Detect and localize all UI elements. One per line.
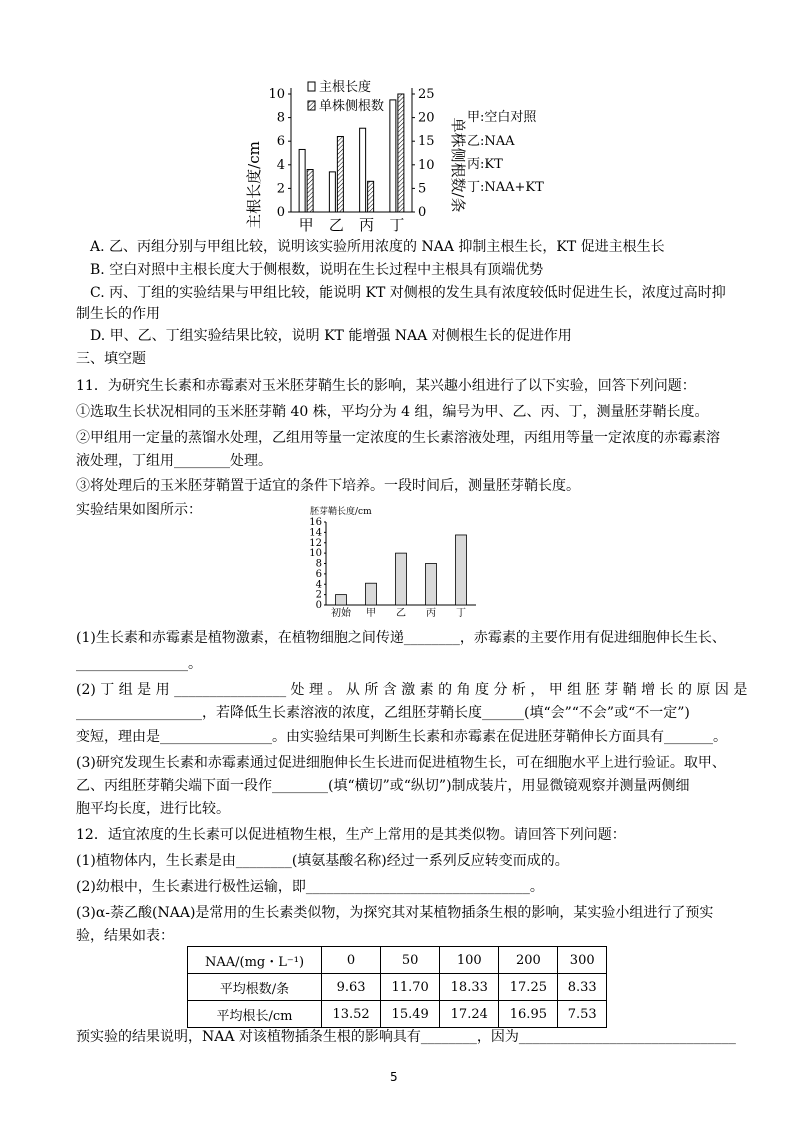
chart2-category-label: 乙 xyxy=(396,608,406,619)
chart2-category-label: 初始 xyxy=(331,608,351,619)
chart1-ylabel: 主根长度/cm xyxy=(245,141,263,229)
section-title: 三、填空题 xyxy=(76,351,146,367)
right-tick-label: 5 xyxy=(418,181,427,197)
chart2-tick-label: 2 xyxy=(315,589,322,601)
table-header-cell: NAA/(mg・L⁻¹) xyxy=(188,947,322,974)
table-cell: 18.33 xyxy=(440,974,499,1001)
category-label: 丙 xyxy=(359,216,375,234)
note-yi: 乙:NAA xyxy=(467,134,515,149)
bar-lateral-root-count xyxy=(368,181,374,212)
table-row xyxy=(188,1001,607,1028)
option-b: B. 空白对照中主根长度大于侧根数，说明在生长过程中主根具有顶端优势 xyxy=(90,262,544,278)
table-cell: 8.33 xyxy=(558,974,607,1001)
table-header-cell: 100 xyxy=(440,947,499,974)
option-c: C. 丙、丁组的实验结果与甲组比较，能说明 KT 对侧根的发生具有浓度较低时促进生长，浓度过高时抑 xyxy=(90,285,726,301)
coleoptile-bar xyxy=(336,595,347,605)
chart2-category-label: 丙 xyxy=(426,608,436,619)
q11-step2-cont: 液处理，丁组用________处理。 xyxy=(76,453,272,469)
left-tick-label: 8 xyxy=(276,110,285,126)
coleoptile-bar xyxy=(366,583,377,605)
table-header-row xyxy=(188,947,607,974)
q12-sub3: (3)α-萘乙酸(NAA)是常用的生长素类似物，为探究其对某植物插条生根的影响，某实验小组进行了预实 xyxy=(76,905,714,921)
q11-sub2-line2: __________________，若降低生长素溶液的浓度，乙组胚芽鞘长度______(填“会”“不会”或“不一定”) xyxy=(76,705,690,721)
naa-data-table xyxy=(187,946,607,1028)
right-tick-label: 10 xyxy=(418,157,435,173)
coleoptile-bar xyxy=(396,553,407,605)
note-bing: 丙:KT xyxy=(467,157,503,172)
bar-main-root-length xyxy=(360,128,366,212)
q12-sub2: (2)幼根中，生长素进行极性运输，即________________________________。 xyxy=(76,879,544,895)
note-ding: 丁:NAA+KT xyxy=(467,180,544,195)
coleoptile-bar xyxy=(426,564,437,606)
chart2-category-label: 甲 xyxy=(366,608,376,619)
table-header-cell: 200 xyxy=(499,947,558,974)
right-tick-label: 25 xyxy=(418,87,435,102)
chart2-ylabel: 胚芽鞘长度/cm xyxy=(310,507,372,517)
bar-lateral-root-count xyxy=(307,170,313,212)
q11-sub1: (1)生长素和赤霉素是植物激素，在植物细胞之间传递________，赤霉素的主要作用有促进细胞伸长生长、 xyxy=(76,630,726,646)
q12-sub1: (1)植物体内，生长素是由________(填氨基酸名称)经过一系列反应转变而成的。 xyxy=(76,853,569,869)
table-cell: 9.63 xyxy=(322,974,381,1001)
legend-series-1: 主根长度 xyxy=(319,80,372,95)
q11-sub3-line3: 胞平均长度，进行比较。 xyxy=(76,801,230,817)
table-cell: 17.25 xyxy=(499,974,558,1001)
q11-step3: ③将处理后的玉米胚芽鞘置于适宜的条件下培养。一段时间后，测量胚芽鞘长度。 xyxy=(76,478,580,494)
bar-lateral-root-count xyxy=(337,136,343,212)
q11-sub1-cont: ________________。 xyxy=(76,656,202,672)
chart2-tick-label: 14 xyxy=(309,527,322,539)
left-tick-label: 2 xyxy=(276,181,285,197)
q12-sub3-cont: 验，结果如表： xyxy=(76,928,174,944)
right-tick-label: 20 xyxy=(418,110,435,126)
option-d: D. 甲、乙、丁组实验结果比较，说明 KT 能增强 NAA 对侧根生长的促进作用 xyxy=(90,328,572,344)
coleoptile-bar xyxy=(456,535,467,605)
bar-main-root-length xyxy=(329,172,335,212)
table-cell: 平均根数/条 xyxy=(188,974,322,1001)
left-tick-label: 4 xyxy=(276,157,285,173)
table-cell: 13.52 xyxy=(322,1001,381,1028)
table-header-cell: 0 xyxy=(322,947,381,974)
table-cell: 16.95 xyxy=(499,1001,558,1028)
q11-sub2-line3: 变短，理由是________________。由实验结果可判断生长素和赤霉素在促进胚芽鞘伸长方面具有_______。 xyxy=(76,729,727,745)
page-number: 5 xyxy=(390,1070,398,1084)
right-tick-label: 0 xyxy=(418,205,427,220)
q11-sub2: (2) 丁 组 是 用 ________________ 处 理 。 从 所 含 激 素 的 角 度 分 析 ， 甲 组 胚 芽 鞘 增 长 的 原 因 是 xyxy=(76,682,748,698)
chart2-tick-label: 4 xyxy=(315,579,322,591)
q12-conclusion: 预实验的结果说明，NAA 对该植物插条生根的影响具有________，因为_______________________________ xyxy=(76,1029,736,1045)
chart2-tick-label: 10 xyxy=(309,548,322,560)
bar-main-root-length xyxy=(390,100,396,212)
root-growth-chart xyxy=(235,70,565,240)
coleoptile-chart xyxy=(296,505,496,623)
right-tick-label: 15 xyxy=(418,134,435,150)
option-a: A. 乙、丙组分别与甲组比较，说明该实验所用浓度的 NAA 抑制主根生长，KT 促进主根生长 xyxy=(90,239,665,255)
chart2-tick-label: 6 xyxy=(315,568,322,580)
left-tick-label: 0 xyxy=(276,205,285,220)
table-row xyxy=(188,974,607,1001)
legend-series-2: 单株侧根数 xyxy=(319,99,385,114)
q11-stem: 11．为研究生长素和赤霉素对玉米胚芽鞘生长的影响，某兴趣小组进行了以下实验，回答下列问题： xyxy=(76,378,696,394)
q11-result-intro: 实验结果如图所示： xyxy=(76,502,202,518)
table-cell: 平均根长/cm xyxy=(188,1001,322,1028)
category-label: 乙 xyxy=(328,216,344,234)
legend-plain-swatch xyxy=(308,82,315,91)
q11-step2: ②甲组用一定量的蒸馏水处理，乙组用等量一定浓度的生长素溶液处理，丙组用等量一定浓度的赤霉素溶 xyxy=(76,430,720,446)
option-c-cont: 制生长的作用 xyxy=(76,306,160,322)
table-cell: 17.24 xyxy=(440,1001,499,1028)
chart2-tick-label: 16 xyxy=(309,517,322,528)
legend-hatched-swatch xyxy=(308,101,315,110)
table-header-cell: 300 xyxy=(558,947,607,974)
category-label: 丁 xyxy=(389,216,405,234)
chart2-category-label: 丁 xyxy=(456,608,466,619)
table-header-cell: 50 xyxy=(381,947,440,974)
left-tick-label: 10 xyxy=(268,87,285,102)
table-cell: 15.49 xyxy=(381,1001,440,1028)
chart2-tick-label: 12 xyxy=(309,537,322,549)
q11-step1: ①选取生长状况相同的玉米胚芽鞘 40 株，平均分为 4 组，编号为甲、乙、丙、丁，测量胚芽鞘长度。 xyxy=(76,404,709,420)
chart2-tick-label: 8 xyxy=(315,558,322,570)
q11-sub3: (3)研究发现生长素和赤霉素通过促进细胞伸长生长进而促进植物生长，可在细胞水平上进行验证。取甲、 xyxy=(76,755,726,771)
q11-sub3-line2: 乙、丙组胚芽鞘尖端下面一段作________(填“横切”或“纵切”)制成装片，用显微镜观察并测量两侧细 xyxy=(76,778,690,794)
category-label: 甲 xyxy=(298,216,314,234)
note-jia: 甲:空白对照 xyxy=(467,110,537,125)
left-tick-label: 6 xyxy=(276,134,285,150)
bar-lateral-root-count xyxy=(398,94,404,212)
chart2-tick-label: 0 xyxy=(315,600,322,611)
table-cell: 11.70 xyxy=(381,974,440,1001)
bar-main-root-length xyxy=(299,149,305,212)
chart1-y2label: 单株侧根数/条 xyxy=(449,117,467,213)
table-cell: 7.53 xyxy=(558,1001,607,1028)
q12-stem: 12．适宜浓度的生长素可以促进植物生根，生产上常用的是其类似物。请回答下列问题： xyxy=(76,827,626,843)
